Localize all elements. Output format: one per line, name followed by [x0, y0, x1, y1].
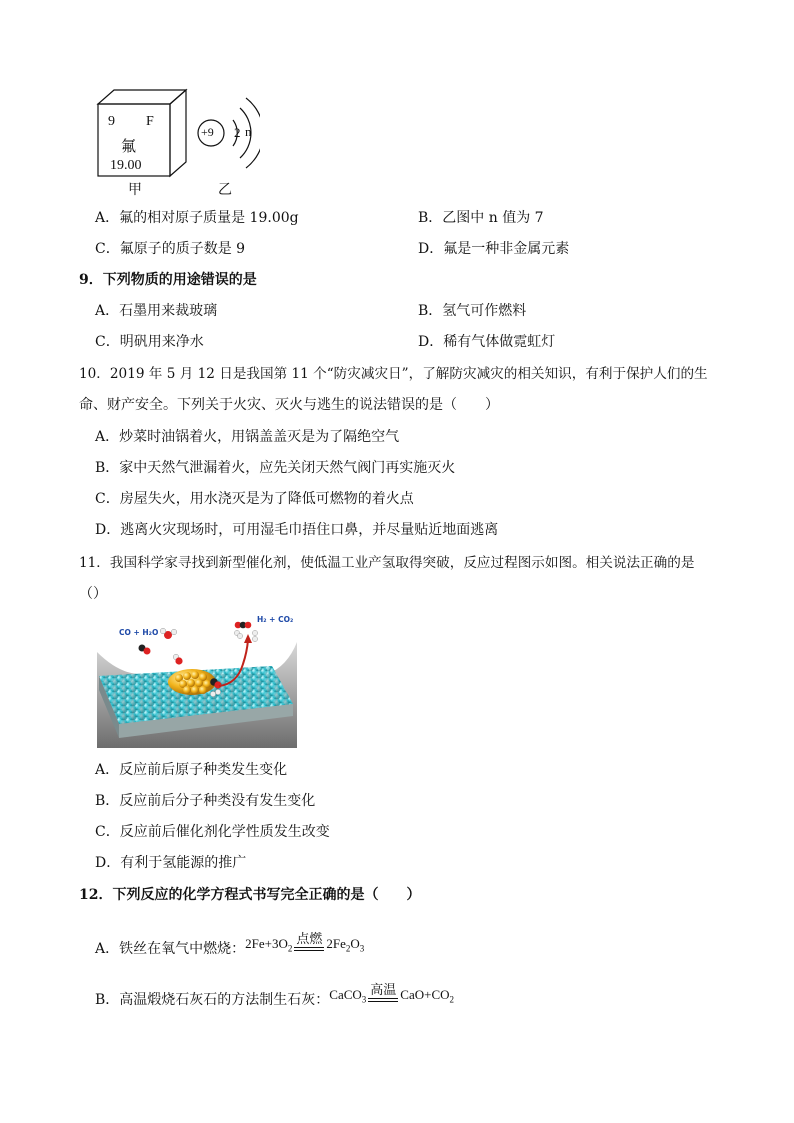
q10-option-a: A．炒菜时油锅着火，用锅盖盖灭是为了隔绝空气: [95, 429, 400, 445]
q12-a-rhs: $2Fe_2O_3$: [326, 936, 365, 954]
q10-stem-line2: 命、财产安全。下列关于火灾、灭火与逃生的说法错误的是（ ）: [79, 397, 499, 413]
q9-option-c: C．明矾用来净水: [95, 334, 204, 350]
q9-option-a: A．石墨用来裁玻璃: [95, 303, 218, 319]
figure-label-yi: 乙: [218, 182, 232, 198]
products-label: H₂ + CO₂: [257, 615, 294, 624]
q11-option-a: A．反应前后原子种类发生变化: [95, 762, 288, 778]
nucleus-charge: +9: [201, 125, 214, 139]
q12-option-a: [95, 916, 364, 960]
shell1-electrons: 2: [234, 125, 241, 140]
q12-option-b: [95, 975, 454, 1011]
q12-stem: 12．下列反应的化学方程式书写完全正确的是（ ）: [79, 887, 421, 903]
q12-b-condition: 高温: [370, 983, 397, 998]
element-name: 氟: [121, 137, 137, 155]
q12-a-condition-arrow: [294, 933, 324, 960]
q10-option-d: D．逃离火灾现场时，可用湿毛巾捂住口鼻，并尽量贴近地面逃离: [95, 522, 499, 538]
q12-b-rhs: $CaO+CO_2$: [400, 987, 455, 1005]
q11-stem-line2: （）: [79, 586, 107, 602]
q12-b-lhs: CaCO$_3$: [329, 987, 367, 1005]
q11-option-d: D．有利于氢能源的推广: [95, 855, 247, 871]
q8-option-c: C．氟原子的质子数是 9: [95, 241, 246, 257]
q11-option-b: B．反应前后分子种类没有发生变化: [95, 793, 316, 809]
element-symbol: F: [146, 114, 154, 129]
q10-option-b: B．家中天然气泄漏着火，应先关闭天然气阀门再实施灭火: [95, 460, 456, 476]
q8-option-a: A．氟的相对原子质量是 19.00g: [95, 210, 299, 226]
q10-option-c: C．房屋失火，用水浇灭是为了降低可燃物的着火点: [95, 491, 414, 507]
q10-stem-line1: 10．2019 年 5 月 12 日是我国第 11 个“防灾减灾日”，了解防灾减灾的相关知识，有利于保护人们的生: [79, 366, 708, 382]
reactants-label: CO + H₂O: [119, 628, 159, 637]
q12-option-b-text: B．高温煅烧石灰石的方法制生石灰：: [95, 992, 330, 1008]
q9-option-b: B．氢气可作燃料: [418, 303, 527, 319]
q8-option-b: B．乙图中 n 值为 7: [418, 210, 544, 226]
q9-option-d: D．稀有气体做霓虹灯: [418, 334, 556, 350]
q11-stem-line1: 11．我国科学家寻找到新型催化剂，使低温工业产氢取得突破，反应过程图示如图。相关说法正确的是: [79, 555, 695, 571]
element-number: 9: [108, 114, 115, 129]
q12-a-condition: 点燃: [296, 932, 323, 947]
figure-label-jia: 甲: [128, 182, 142, 198]
q12-a-lhs: $2Fe+3O_2$: [245, 936, 293, 954]
q8-option-d: D．氟是一种非金属元素: [418, 241, 570, 257]
q12-b-condition-arrow: [368, 984, 398, 1011]
q11-option-c: C．反应前后催化剂化学性质发生改变: [95, 824, 330, 840]
catalyst-reaction-image: [97, 612, 297, 748]
q12-option-a-text: A．铁丝在氧气中燃烧：: [95, 941, 246, 957]
q9-stem: 9．下列物质的用途错误的是: [79, 272, 257, 288]
shell2-electrons: n: [245, 124, 252, 139]
element-mass: 19.00: [110, 158, 142, 173]
